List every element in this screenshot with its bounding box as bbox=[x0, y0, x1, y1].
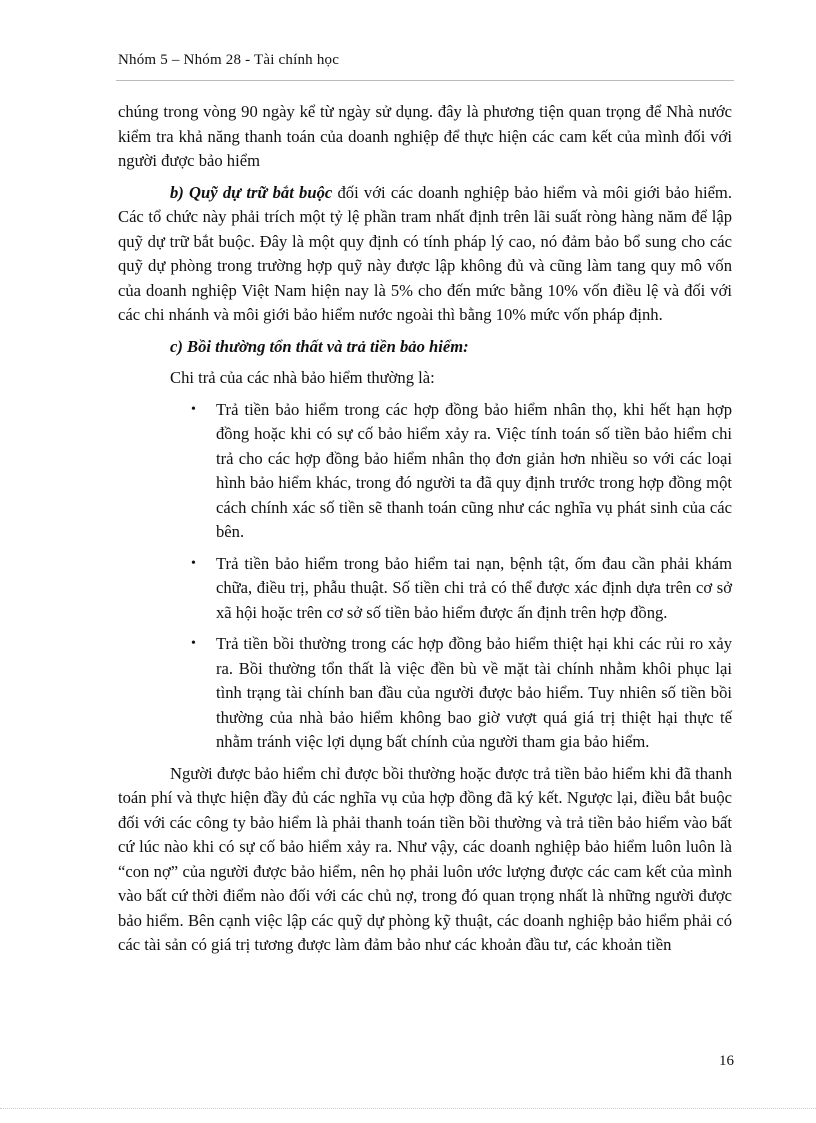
list-item bbox=[118, 398, 732, 545]
page-header: Nhóm 5 – Nhóm 28 - Tài chính học bbox=[118, 52, 340, 68]
list-item bbox=[118, 632, 732, 755]
footer-divider bbox=[0, 1108, 816, 1109]
page-number: 16 bbox=[719, 1053, 734, 1069]
section-b-text: đối với các doanh nghiệp bảo hiểm và môi giới bảo hiểm. Các tổ chức này phải trích một tỷ lệ phần tram nhất định trên lãi suất ròng hàng năm để lập quỹ dự trữ bắt buộc. Đây là một quy định có tính pháp lý cao, nó đảm bảo bổ sung cho các quỹ dự phòng trong trường hợp quỹ này được lập không đủ và cũng làm tang quy mô vốn của doanh nghiệp Việt Nam hiện nay là 5% cho đến mức bằng 10% vốn điều lệ và đối với các chi nhánh và môi giới bảo hiểm nước ngoài thì bằng 10% mức vốn pháp định. bbox=[118, 182, 732, 324]
payment-list bbox=[118, 398, 732, 755]
list-item-text: Trả tiền bảo hiểm trong các hợp đồng bảo hiểm nhân thọ, khi hết hạn hợp đồng hoặc khi có sự cố bảo hiểm xảy ra. Việc tính toán số tiền bảo hiểm chi trả cho các hợp đồng bảo hiểm nhân thọ đơn giản hơn nhiều so với các loại hình bảo hiểm khác, trong đó người ta đã quy định trước trong hợp đồng một cách chính xác số tiền sẽ thanh toán cũng như các nghĩa vụ phát sinh của các bên. bbox=[216, 399, 732, 541]
closing-paragraph: Người được bảo hiểm chỉ được bồi thường hoặc được trả tiền bảo hiểm khi đã thanh toán phí và thực hiện đầy đủ các nghĩa vụ của hợp đồng đã ký kết. Ngược lại, điều bắt buộc đối với các công ty bảo hiểm là phải thanh toán tiền bồi thường và trả tiền bảo hiểm vào bất cứ lúc nào khi có sự cố bảo hiểm xảy ra. Như vậy, các doanh nghiệp bảo hiểm luôn luôn là “con nợ” của người được bảo hiểm, nên họ phải luôn ước lượng được các cam kết của mình vào bất cứ thời điểm nào đối với các chủ nợ, trong đó quan trọng nhất là những người được bảo hiểm. Bên cạnh việc lập các quỹ dự phòng kỹ thuật, các doanh nghiệp bảo hiểm phải có các tài sản có giá trị tương được làm đảm bảo như các khoản đầu tư, các khoản tiền bbox=[118, 763, 732, 954]
bullet-icon: • bbox=[191, 636, 196, 651]
section-c-intro: Chi trả của các nhà bảo hiểm thường là: bbox=[170, 368, 435, 387]
list-item-text: Trả tiền bồi thường trong các hợp đồng bảo hiểm thiệt hại khi các rủi ro xảy ra. Bồi thường tổn thất là việc đền bù về mặt tài chính nhằm khôi phục lại tình trạng tài chính ban đầu của người được bảo hiểm. Tuy nhiên số tiền bồi thường của nhà bảo hiểm không bao giờ vượt quá giá trị thiệt hại thực tế nhằm tránh việc lợi dụng bất chính của người tham gia bảo hiểm. bbox=[216, 634, 732, 751]
continuation-paragraph: chúng trong vòng 90 ngày kể từ ngày sử dụng. đây là phương tiện quan trọng để Nhà nước kiểm tra khả năng thanh toán của doanh nghiệp để thực hiện các cam kết của mình đối với người được bảo hiểm bbox=[118, 102, 732, 170]
page-body bbox=[118, 100, 732, 958]
section-b-title: b) Quỹ dự trữ bắt buộc bbox=[170, 182, 333, 202]
list-item-text: Trả tiền bảo hiểm trong bảo hiểm tai nạn, bệnh tật, ốm đau cần phải khám chữa, điều trị, phẫu thuật. Số tiền chi trả có thể được xác định dựa trên cơ sở xã hội hoặc trên cơ sở số tiền bảo hiểm được ấn định trên hợp đồng. bbox=[216, 553, 732, 622]
bullet-icon: • bbox=[191, 555, 196, 571]
list-item bbox=[118, 552, 732, 626]
section-c-title: c) Bồi thường tổn thất và trả tiền bảo hiểm: bbox=[170, 336, 469, 356]
section-b-paragraph bbox=[118, 181, 732, 328]
bullet-icon: • bbox=[191, 401, 196, 417]
header-divider bbox=[116, 80, 734, 81]
